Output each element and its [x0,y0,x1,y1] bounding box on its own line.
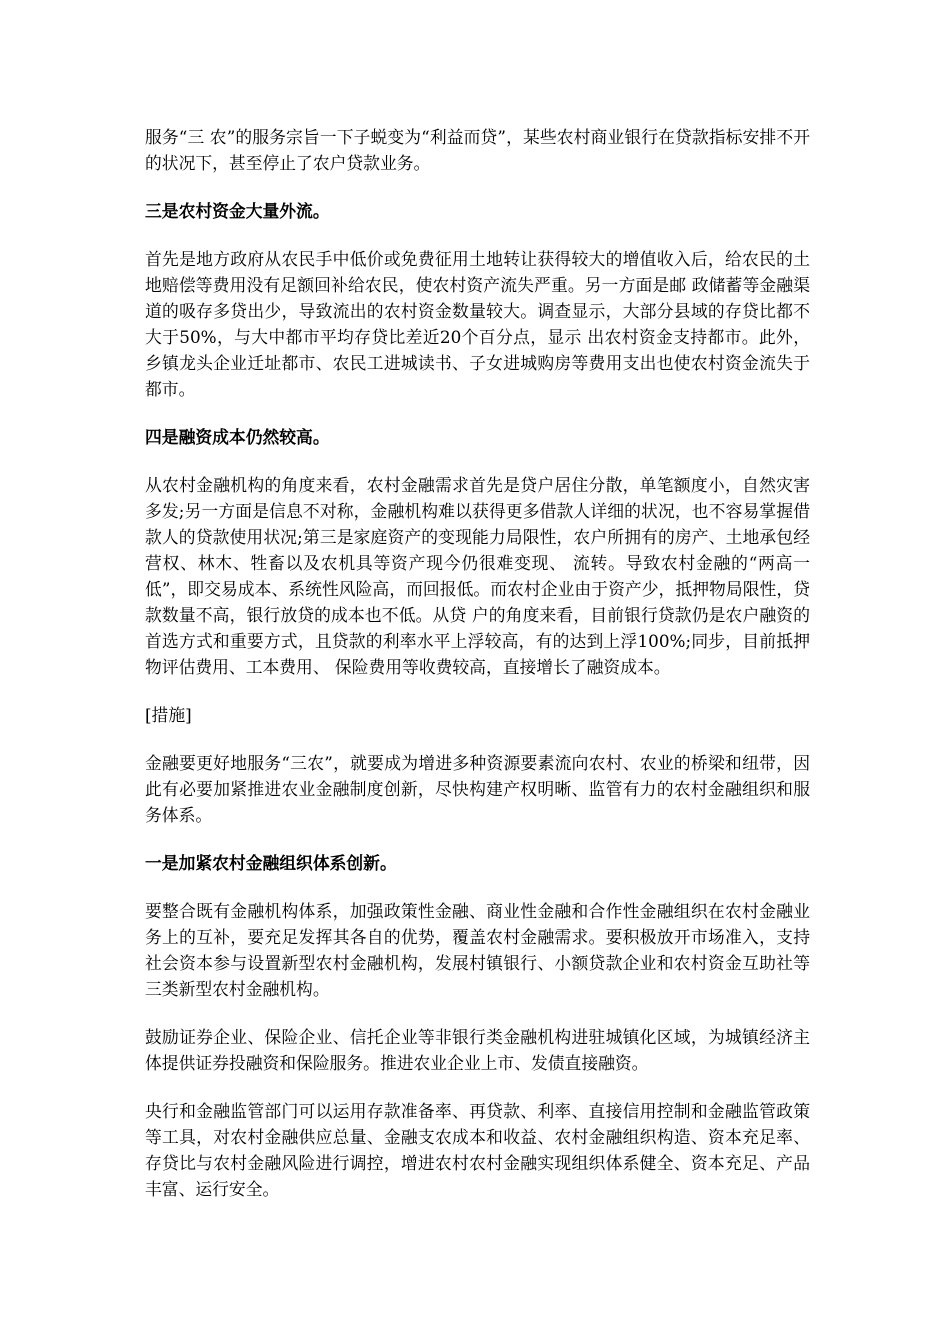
paragraph-financing-cost: 从农村金融机构的角度来看，农村金融需求首先是贷户居住分散，单笔额度小，自然灾害多发;另一方面是信息不对称，金融机构难以获得更多借款人详细的状况，也不容易掌握借款人的贷款使用状况;第三是家庭资产的变现能力局限性，农户所拥有的房产、土地承包经营权、林木、牲畜以及农机具等资产现今仍很难变现、 流转。导致农村金融的“两高一低”，即交易成本、系统性风险高，而回报低。而农村企业由于资产少，抵押物局限性，贷款数量不高，银行放贷的成本也不低。从贷 户的角度来看，目前银行贷款仍是农户融资的首选方式和重要方式，且贷款的利率水平上浮较高，有的达到上浮100%;同步，目前抵押物评估费用、工本费用、 保险费用等收费较高，直接增长了融资成本。 [145,475,810,677]
paragraph-rural-service-drift: 服务“三 农”的服务宗旨一下子蜕变为“利益而贷”，某些农村商业银行在贷款指标安排不开的状况下，甚至停止了农户贷款业务。 [145,127,810,173]
paragraph-capital-outflow: 首先是地方政府从农民手中低价或免费征用土地转让获得较大的增值收入后，给农民的土地赔偿等费用没有足额回补给农民，使农村资产流失严重。另一方面是邮 政储蓄等金融渠道的吸存多贷出少，导致流出的农村资金数量较大。调查显示，大部分县域的存贷比都不大于50%，与大中都市平均存贷比差近20个百分点，显示 出农村资金支持都市。此外，乡镇龙头企业迁址都市、农民工进城读书、子女进城购房等费用支出也使农村资金流失于都市。 [145,249,810,399]
heading-organization-innovation: 一是加紧农村金融组织体系创新。 [145,853,397,873]
paragraph-central-bank-tools: 央行和金融监管部门可以运用存款准备率、再贷款、利率、直接信用控制和金融监管政策等工具，对农村金融供应总量、金融支农成本和收益、农村金融组织构造、资本充足率、存贷比与农村金融风险进行调控，增进农村农村金融实现组织体系健全、资本充足、产品丰富、运行安全。 [145,1101,810,1199]
paragraph-measures-intro: 金融要更好地服务“三农”，就要成为增进多种资源要素流向农村、农业的桥梁和纽带，因此有必要加紧推进农业金融制度创新，尽快构建产权明晰、监管有力的农村金融组织和服务体系。 [145,753,810,825]
document-page [145,124,810,1224]
paragraph-organization-integration: 要整合既有金融机构体系，加强政策性金融、商业性金融和合作性金融组织在农村金融业务上的互补，要充足发挥其各自的优势，覆盖农村金融需求。要积极放开市场准入，支持社会资本参与设置新型农村金融机构，发展村镇银行、小额贷款企业和农村资金互助社等三类新型农村金融机构。 [145,901,810,999]
heading-capital-outflow: 三是农村资金大量外流。 [145,201,330,221]
section-label-measures: [措施] [145,705,192,725]
paragraph-nonbank-institutions: 鼓励证券企业、保险企业、信托企业等非银行类金融机构进驻城镇化区域，为城镇经济主体提供证券投融资和保险服务。推进农业企业上市、发债直接融资。 [145,1027,810,1073]
heading-financing-cost: 四是融资成本仍然较高。 [145,427,330,447]
